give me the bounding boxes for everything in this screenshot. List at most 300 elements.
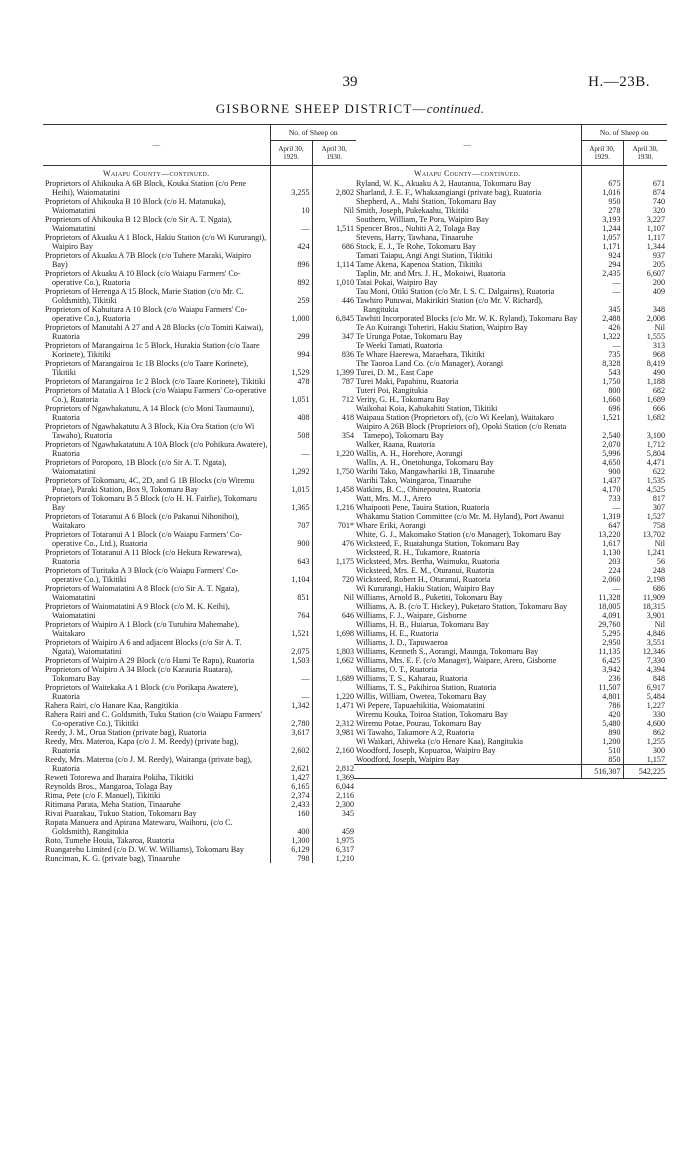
sheep-1929: 1,200: [581, 737, 623, 746]
sheep-1929: —: [581, 278, 623, 287]
sheep-1929: 1,244: [581, 224, 623, 233]
table-row: [354, 368, 667, 377]
owner-name: Wicksteed, Mrs. E. M., Oturanui, Ruatoria: [354, 566, 581, 575]
owner-name: Wallis, A. H., Onetohunga, Tokomaru Bay: [354, 458, 581, 467]
sheep-1929: 2,433: [270, 800, 312, 809]
sheep-1930: 1,188: [646, 377, 665, 386]
sheep-1930: 712: [341, 395, 354, 404]
owner-name: Williams, Arnold B., Puketiti, Tokomaru Bay: [354, 593, 581, 602]
sheep-1929: 1,660: [581, 395, 623, 404]
sheep-1929: 4,091: [581, 611, 623, 620]
owner-name: Williams, O. T., Ruatoria: [354, 665, 581, 674]
sheep-1929: 994: [270, 341, 312, 359]
table-row: [43, 791, 356, 800]
sheep-1930: 682: [652, 386, 665, 395]
sheep-1929: 10: [270, 197, 312, 215]
table-row: [354, 332, 667, 341]
table-row: [43, 737, 356, 755]
sheep-1929: 1,319: [581, 512, 623, 521]
sheep-1929: 4,801: [581, 692, 623, 701]
owner-name: Proprietors of Waipiro A 1 Block (c/o Turuhira Mahemahe), Waitakaro: [43, 620, 270, 638]
owner-name: Rima, Pete (c/o F. Manuel), Tikitiki: [43, 791, 270, 800]
sheep-1929: 1,015: [270, 476, 312, 494]
owner-name: Wi Pepere, Tapuaehikitia, Waiomatatini: [354, 701, 581, 710]
table-row: [43, 512, 356, 530]
owner-name: Wicksteed, Robert H., Oturanui, Ruatoria: [354, 575, 581, 584]
sheep-1930: 671: [652, 179, 665, 188]
sheep-1929: 850: [581, 755, 623, 765]
table-row: [43, 620, 356, 638]
sheep-1930: 345: [341, 809, 354, 818]
table-row: [43, 683, 356, 701]
sheep-1930: 1,511: [336, 224, 354, 233]
owner-name: Williams, T. S., Pakihiroa Station, Ruatoria: [354, 683, 581, 692]
sheep-1930: 3,100: [646, 431, 665, 440]
sheep-1930: 1,975: [335, 836, 354, 845]
table-row: [43, 287, 356, 305]
table-row: [43, 341, 356, 359]
sheep-1930: 1,527: [646, 512, 665, 521]
sheep-1930: 1,157: [646, 755, 665, 764]
owner-name: Proprietors of Marangairoa 1c 1B Blocks (c/o Taare Korinete), Tikitiki: [43, 359, 270, 377]
table-row: [354, 215, 667, 224]
sheep-1929: 426: [581, 323, 623, 332]
sheep-1929: 5,480: [581, 719, 623, 728]
table-row: [354, 593, 667, 602]
table-row: [354, 701, 667, 710]
table-row: [354, 251, 667, 260]
sheep-1930: 1,471: [335, 701, 354, 710]
sheep-1929: 1,503: [270, 656, 312, 665]
sheep-1930: 4,471: [646, 458, 665, 467]
sheep-1929: 5,295: [581, 629, 623, 638]
table-row: [354, 548, 667, 557]
sheep-1930: 862: [652, 728, 665, 737]
owner-name: Wallis, A. H., Horehore, Aorangi: [354, 449, 581, 458]
sheep-1929: 203: [581, 557, 623, 566]
owner-name: Rahera Rairi, c/o Hanare Kaa, Rangitikia: [43, 701, 270, 710]
table-row: [354, 386, 667, 395]
sheep-1929: —: [581, 287, 623, 296]
sheep-1929: 896: [270, 251, 312, 269]
table-row: [43, 845, 356, 854]
sheep-1929: 8,328: [581, 359, 623, 368]
section-heading: Waiapu County—continued.: [354, 166, 581, 180]
table-row: [43, 422, 356, 440]
sheep-1930: 1,750: [335, 467, 354, 476]
owner-name: Whare Eriki, Aorangi: [354, 521, 581, 530]
sheep-1930: 1,555: [646, 332, 665, 341]
owner-name: Williams, A. B. (c/o T. Hickey), Puketaro Station, Tokomaru Bay: [354, 602, 581, 611]
owner-name: Proprietors of Tokomaru B 5 Block (c/o H. H. Fairlie), Tokomaru Bay: [43, 494, 270, 512]
sheep-1930: 6,607: [646, 269, 665, 278]
sheep-1929: 259: [270, 287, 312, 305]
sheep-1930: 6,044: [335, 782, 354, 791]
sheep-1929: 733: [581, 494, 623, 503]
owner-name: Wiremu Kouka, Toiroa Station, Tokomaru Bay: [354, 710, 581, 719]
sheep-1930: 2,160: [335, 746, 354, 755]
sheep-1930: 1,220: [335, 692, 354, 701]
owner-name: Southern, William, Te Pora, Waipiro Bay: [354, 215, 581, 224]
owner-name: Wicksteed, R. H., Tukamore, Ruatoria: [354, 548, 581, 557]
table-row: [354, 224, 667, 233]
sheep-group-header: No. of Sheep on: [270, 125, 356, 141]
sheep-1930: 2,300: [335, 800, 354, 809]
sheep-1930: 5,484: [646, 692, 665, 701]
sheep-1930: 8,419: [646, 359, 665, 368]
table-row: [354, 755, 667, 765]
table-row: [354, 683, 667, 692]
table-row: [354, 719, 667, 728]
sheep-1929: 2,488: [581, 314, 623, 323]
sheep-1929: 11,328: [581, 593, 623, 602]
sheep-1930: 622: [652, 467, 665, 476]
owner-name: Proprietors of Marangairoa 1c 5 Block, Hurakia Station (c/o Taare Korinete), Tikitiki: [43, 341, 270, 359]
table-row: [354, 566, 667, 575]
owner-name: Proprietors of Totaranui A 1 Block (c/o Waiapu Farmers' Co-operative Co., Ltd.), Ruatoria: [43, 530, 270, 548]
table-row: [354, 494, 667, 503]
table-row: [43, 854, 356, 863]
sheep-1930: 56: [656, 557, 665, 566]
table-row: [354, 629, 667, 638]
table-row: [354, 260, 667, 269]
owner-name: Spencer Bros., Nuhiti A 2, Tolaga Bay: [354, 224, 581, 233]
table-row: [354, 602, 667, 611]
owner-name: Proprietors of Ahikouka B 10 Block (c/o H. Matanuka), Waiomatatini: [43, 197, 270, 215]
owner-name: Waipaua Station (Proprietors of), (c/o Wi Keelan), Waitakaro: [354, 413, 581, 422]
sheep-1929: 1,171: [581, 242, 623, 251]
total-row: [354, 765, 667, 779]
owner-name: Proprietors of Waiomatatini A 8 Block (c/o Sir A. T. Ngata), Waiomatatini: [43, 584, 270, 602]
col-1929-header: April 30, 1929.: [270, 141, 312, 166]
sheep-1930: 758: [652, 521, 665, 530]
sheep-1930: 200: [652, 278, 665, 287]
table-row: [43, 377, 356, 386]
sheep-1930: 2,116: [336, 791, 354, 800]
owner-name: Stevens, Harry, Tawhana, Tinaaruhe: [354, 233, 581, 242]
table-row: [43, 386, 356, 404]
owner-name: Wi Tawaho, Takamore A 2, Ruatoria: [354, 728, 581, 737]
owner-name: Tawhiro Putuwai, Makirikiri Station (c/o Mr. V. Richard), Rangitukia: [354, 296, 581, 314]
page-number: 39: [342, 74, 358, 90]
table-row: [43, 836, 356, 845]
owner-name: Turei Maki, Papahinu, Ruatoria: [354, 377, 581, 386]
sheep-1929: 1,617: [581, 539, 623, 548]
table-row: [43, 305, 356, 323]
sheep-1929: 11,507: [581, 683, 623, 692]
table-row: [354, 179, 667, 188]
owner-name: Reweti Totorewa and Iharaira Pokiha, Tikitiki: [43, 773, 270, 782]
sheep-1930: 409: [652, 287, 665, 296]
sheep-1930: 1,369: [335, 773, 354, 782]
table-row: [354, 458, 667, 467]
sheep-1929: 735: [581, 350, 623, 359]
owner-name: Te Whare Haerewa, Maraehara, Tikitiki: [354, 350, 581, 359]
table-row: [43, 548, 356, 566]
sheep-1930: 1,175: [335, 557, 354, 566]
sheep-1930: Nil: [654, 539, 665, 548]
owner-name: Proprietors of Poroporo, 1B Block (c/o Sir A. T. Ngata), Waiomatatini: [43, 458, 270, 476]
owner-name: Waipiro A 26B Block (Proprietors of), Opoki Station (c/o Renata Tamepo), Tokomaru Bay: [354, 422, 581, 440]
sheep-1929: 1,130: [581, 548, 623, 557]
table-row: [354, 485, 667, 494]
name-column-header: —: [354, 125, 581, 166]
owner-name: Proprietors of Totaranui A 11 Block (c/o Hekura Rewarewa), Ruatoria: [43, 548, 270, 566]
owner-name: Tamati Taiapu, Angi Angi Station, Tikitiki: [354, 251, 581, 260]
sheep-1930: 1,114: [336, 260, 354, 269]
sheep-1929: 1,322: [581, 332, 623, 341]
sheep-1929: 643: [270, 548, 312, 566]
owner-name: Proprietors of Totaranui A 6 Block (c/o Pakanui Nihonihoi), Waitakaro: [43, 512, 270, 530]
sheep-1929: 1,529: [270, 359, 312, 377]
sheep-1930: 320: [652, 206, 665, 215]
table-row: [354, 557, 667, 566]
sheep-1930: 1,241: [646, 548, 665, 557]
owner-name: Ruangarehu Limited (c/o D. W. W. Williams), Tokomaru Bay: [43, 845, 270, 854]
table-row: [43, 197, 356, 215]
table-row: [354, 278, 667, 287]
sheep-1929: 675: [581, 179, 623, 188]
owner-name: Proprietors of Ahikouka A 6B Block, Kouka Station (c/o Pene Heihi), Waiomatatini: [43, 179, 270, 197]
sheep-1930: 1,535: [646, 476, 665, 485]
sheep-1929: 408: [270, 404, 312, 422]
table-row: [43, 494, 356, 512]
table-row: [354, 539, 667, 548]
table-row: [354, 197, 667, 206]
sheep-1929: 1,292: [270, 458, 312, 476]
sheep-1929: —: [581, 341, 623, 350]
table-row: [43, 584, 356, 602]
sheep-1930: 2,008: [646, 314, 665, 323]
section-heading: Waiapu County—continued.: [43, 166, 270, 180]
sheep-1930: Nil: [343, 206, 354, 215]
sheep-1929: 764: [270, 602, 312, 620]
sheep-1930: Nil: [343, 593, 354, 602]
owner-name: Proprietors of Mataiia A 1 Block (c/o Waiapu Farmers' Co-operative Co.), Ruatoria: [43, 386, 270, 404]
owner-name: Proprietors of Akuaku A 10 Block (c/o Waiapu Farmers' Co-operative Co.), Ruatoria: [43, 269, 270, 287]
table-row: [354, 296, 667, 314]
owner-name: Rahera Rairi and C. Goldsmith, Tuku Station (c/o Waiapu Farmers' Co-operative Co.), Tikitiki: [43, 710, 270, 728]
table-row: [43, 179, 356, 197]
sheep-1929: 2,602: [270, 737, 312, 755]
table-row: [354, 530, 667, 539]
total-1929: 516,307: [581, 765, 623, 779]
col-1930-header: April 30, 1930.: [623, 141, 667, 166]
owner-name: Tatai Pokai, Waipiro Bay: [354, 278, 581, 287]
sheep-1929: 900: [270, 530, 312, 548]
owner-name: Wicksteed, Mrs. Bertha, Waimuku, Ruatoria: [354, 557, 581, 566]
owner-name: Warihi Tako, Waingaroa, Tinaaruhe: [354, 476, 581, 485]
table-row: [354, 611, 667, 620]
sheep-group-header: No. of Sheep on: [581, 125, 667, 141]
sheep-1929: 345: [581, 296, 623, 314]
title-continued: continued.: [426, 101, 485, 116]
sheep-1929: 420: [581, 710, 623, 719]
title-main: GISBORNE SHEEP DISTRICT—: [215, 101, 427, 116]
sheep-1930: 2,812: [335, 764, 354, 773]
sheep-1929: 4,170: [581, 485, 623, 494]
table-row: [43, 359, 356, 377]
sheep-1930: 5,804: [646, 449, 665, 458]
sheep-1930: 2,312: [335, 719, 354, 728]
owner-name: Taplin, Mr. and Mrs. J. H., Mokoiwi, Ruatoria: [354, 269, 581, 278]
sheep-1930: 1,344: [646, 242, 665, 251]
owner-name: Walker, Raana, Ruatoria: [354, 440, 581, 449]
sheep-1929: 851: [270, 584, 312, 602]
owner-name: Woodford, Joseph, Kopuaroa, Waipiro Bay: [354, 746, 581, 755]
sheep-1930: 4,600: [646, 719, 665, 728]
table-row: [43, 818, 356, 836]
sheep-1929: 510: [581, 746, 623, 755]
table-row: [43, 602, 356, 620]
sheep-1930: 817: [652, 494, 665, 503]
sheep-1930: 418: [341, 413, 354, 422]
table-row: [354, 350, 667, 359]
table-row: [43, 701, 356, 710]
sheep-1930: 18,315: [642, 602, 665, 611]
owner-name: Tawhiti Incorporated Blocks (c/o Mr. W. K. Ryland), Tokomaru Bay: [354, 314, 581, 323]
table-row: [354, 728, 667, 737]
owner-name: Proprietors of Ngawhakatutu, A 14 Block (c/o Moni Taumaunu), Ruatoria: [43, 404, 270, 422]
owner-name: Proprietors of Waiomatatini A 9 Block (c/o M. K. Keihi), Waiomatatini: [43, 602, 270, 620]
owner-name: Te Urunga Potae, Tokomaru Bay: [354, 332, 581, 341]
owner-name: Ritimana Parata, Meha Station, Tinaaruhe: [43, 800, 270, 809]
sheep-1929: —: [581, 584, 623, 593]
table-row: [43, 755, 356, 773]
table-row: [354, 440, 667, 449]
owner-name: Reedy, J. M., Orua Station (private bag), Ruatoria: [43, 728, 270, 737]
owner-name: Williams, Kenneth S., Aorangi, Maunga, Tokomaru Bay: [354, 647, 581, 656]
table-row: [43, 215, 356, 233]
sheep-1929: 2,621: [270, 755, 312, 773]
sheep-1929: 160: [270, 809, 312, 818]
sheep-1930: 12,346: [642, 647, 665, 656]
table-row: [354, 512, 667, 521]
sheep-1929: 696: [581, 404, 623, 413]
owner-name: Proprietors of Ngawhakatutu A 3 Block, Kia Ora Station (c/o Wi Tawaho), Ruatoria: [43, 422, 270, 440]
sheep-1930: 874: [652, 188, 665, 197]
sheep-1929: 6,129: [270, 845, 312, 854]
sheep-1930: 476: [341, 539, 354, 548]
sheep-1929: 6,165: [270, 782, 312, 791]
table-row: [354, 467, 667, 476]
owner-name: Proprietors of Herenga A 15 Block, Marie Station (c/o Mr. C. Goldsmith), Tikitiki: [43, 287, 270, 305]
sheep-1930: 1,712: [646, 440, 665, 449]
sheep-1929: 508: [270, 422, 312, 440]
sheep-1929: 890: [581, 728, 623, 737]
right-column: [354, 124, 667, 779]
table-row: [354, 233, 667, 242]
sheep-1929: 1,437: [581, 476, 623, 485]
sheep-1930: 4,525: [646, 485, 665, 494]
sheep-1930: 1,689: [335, 674, 354, 683]
col-1929-header: April 30, 1929.: [581, 141, 623, 166]
sheep-1929: 3,255: [270, 179, 312, 197]
sheep-1930: 490: [652, 368, 665, 377]
sheep-1930: 1,803: [335, 647, 354, 656]
owner-name: Williams, F. J., Waipare, Gisborne: [354, 611, 581, 620]
sheep-1930: 1,698: [335, 629, 354, 638]
table-row: [354, 746, 667, 755]
owner-name: Williams, T. S., Kaharau, Ruatoria: [354, 674, 581, 683]
owner-name: Verity, G. H., Tokomaru Bay: [354, 395, 581, 404]
sheep-1929: 707: [270, 512, 312, 530]
sheep-1929: 1,365: [270, 494, 312, 512]
owner-name: Te Weeki Tamati, Ruatoria: [354, 341, 581, 350]
sheep-1930: 248: [652, 566, 665, 575]
sheep-1929: 299: [270, 323, 312, 341]
sheep-1929: 1,051: [270, 386, 312, 404]
sheep-1929: 4,650: [581, 458, 623, 467]
sheep-1930: 3,227: [646, 215, 665, 224]
sheep-1930: 446: [341, 296, 354, 305]
owner-name: Rivai Puarakau, Tukuo Station, Tokomaru Bay: [43, 809, 270, 818]
table-row: [354, 674, 667, 683]
sheep-1929: 2,950: [581, 638, 623, 647]
sheep-1930: 11,909: [643, 593, 665, 602]
sheep-1929: 892: [270, 269, 312, 287]
col-1930-header: April 30, 1930.: [312, 141, 356, 166]
name-column-header: —: [43, 125, 270, 166]
owner-name: Ropata Manuera and Apirana Matewaru, Waihoru, (c/o C. Goldsmith), Rangitukia: [43, 818, 270, 836]
table-row: [354, 584, 667, 593]
sheep-1930: 1,662: [335, 656, 354, 665]
sheep-1930: Nil: [654, 620, 665, 629]
sheep-1930: 1,210: [335, 854, 354, 863]
sheep-1930: 1,107: [646, 224, 665, 233]
owner-name: Tuteri Poi, Rangitukia: [354, 386, 581, 395]
sheep-1930: 1,399: [335, 368, 354, 377]
sheep-1930: 686: [652, 584, 665, 593]
sheep-1929: 294: [581, 260, 623, 269]
owner-name: Runciman, K. G. (private bag), Tinaaruhe: [43, 854, 270, 863]
table-row: [43, 728, 356, 737]
table-row: [354, 476, 667, 485]
page-title: [0, 101, 700, 117]
table-row: [43, 656, 356, 665]
owner-name: Proprietors of Waipiro A 34 Block (c/o Karauria Ruatara), Tokomaru Bay: [43, 665, 270, 683]
table-row: [43, 269, 356, 287]
sheep-1929: 1,521: [270, 620, 312, 638]
table-row: [354, 314, 667, 323]
table-row: [354, 242, 667, 251]
owner-name: Proprietors of Marangairoa 1c 2 Block (c/o Taare Korinete), Tikitiki: [43, 377, 270, 386]
sheep-1930: 4,846: [646, 629, 665, 638]
owner-name: Proprietors of Akuaku A 1 Block, Hakiu Station (c/o Wi Kururangi), Waipiro Bay: [43, 233, 270, 251]
right-sheep-table: [354, 124, 667, 779]
owner-name: Shepherd, A., Mahi Station, Tokomaru Bay: [354, 197, 581, 206]
table-row: [354, 737, 667, 746]
owner-name: Wicksteed, F., Ruatahunga Station, Tokomaru Bay: [354, 539, 581, 548]
sheep-1930: 3,981: [335, 728, 354, 737]
sheep-1929: 543: [581, 368, 623, 377]
owner-name: Wi Kururangi, Hakiu Station, Waipiro Bay: [354, 584, 581, 593]
owner-name: Williams, Mrs. E. F. (c/o Manager), Waipare, Arero, Gisborne: [354, 656, 581, 665]
owner-name: Proprietors of Ngawhakatatutu A 10A Block (c/o Pohikura Awatere), Ruatoria: [43, 440, 270, 458]
owner-name: Reedy, Mrs. Materoa, Kapa (c/o J. M. Reedy) (private bag), Ruatoria: [43, 737, 270, 755]
table-row: [43, 530, 356, 548]
owner-name: Turei, D. M., East Cape: [354, 368, 581, 377]
owner-name: Williams, H. E., Ruatoria: [354, 629, 581, 638]
sheep-1929: 224: [581, 566, 623, 575]
sheep-1930: 7,330: [646, 656, 665, 665]
table-row: [43, 323, 356, 341]
sheep-1930: 1,227: [646, 701, 665, 710]
sheep-1930: 701*: [337, 521, 354, 530]
owner-name: Te Ao Kuirangi Toheriri, Hakiu Station, Waipiro Bay: [354, 323, 581, 332]
sheep-1930: 330: [652, 710, 665, 719]
sheep-1930: 740: [652, 197, 665, 206]
